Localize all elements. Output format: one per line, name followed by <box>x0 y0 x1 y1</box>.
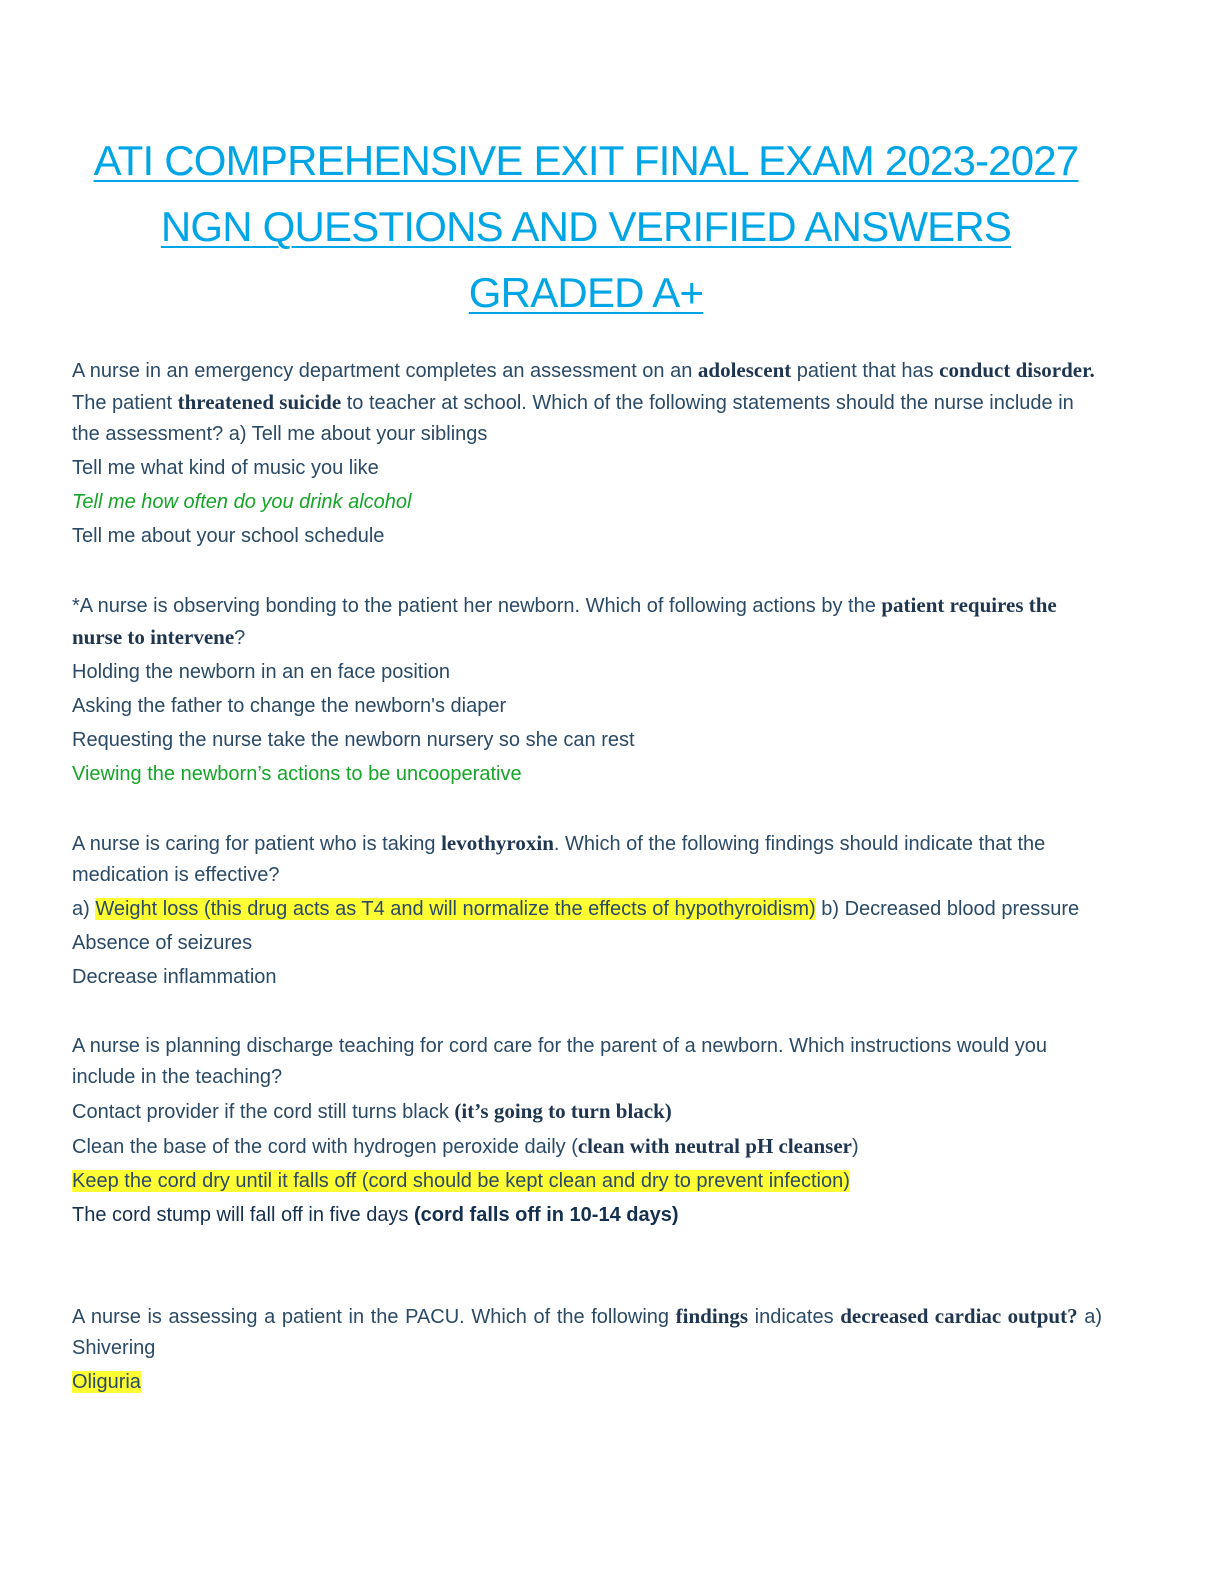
document-body <box>72 355 1102 1436</box>
answer-option: b) Decreased blood pressure <box>815 898 1080 920</box>
question-3 <box>72 828 1102 993</box>
option-note: (it’s going to turn black) <box>454 1099 672 1123</box>
stem-text: A nurse is assessing a patient in the PACU. Which of the following <box>72 1306 676 1328</box>
correct-answer-option: Viewing the newborn’s actions to be uncooperative <box>72 763 522 785</box>
stem-text: *A nurse is observing bonding to the patient her newborn. Which of following actions by the <box>72 595 882 617</box>
answer-option: Decrease inflammation <box>72 966 277 988</box>
option-text: Contact provider if the cord still turns black <box>72 1101 455 1123</box>
answer-option: Asking the father to change the newborn's diaper <box>72 695 507 717</box>
answer-option: Requesting the nurse take the newborn nursery so she can rest <box>72 729 635 751</box>
stem-bold: findings <box>675 1304 749 1328</box>
answer-line <box>72 1166 1102 1197</box>
answer-option: Tell me about your school schedule <box>72 525 385 547</box>
title-line-2: NGN QUESTIONS AND VERIFIED ANSWERS <box>160 203 1012 250</box>
answer-option: Tell me what kind of music you like <box>72 457 379 479</box>
question-4 <box>72 1031 1102 1231</box>
question-4-stem: A nurse is planning discharge teaching for cord care for the parent of a newborn. Which instructions would you include in the teaching? <box>72 1035 1047 1088</box>
question-2-stem <box>72 590 1102 654</box>
highlighted-correct-answer: Weight loss (this drug acts as T4 and will normalize the effects of hypothyroidism) <box>95 898 816 920</box>
answer-line <box>72 1367 1102 1398</box>
answer-option <box>72 1200 1102 1231</box>
stem-text: The patient <box>72 392 178 414</box>
answer-line <box>72 894 1102 925</box>
question-1-stem <box>72 355 1102 450</box>
option-note: (cord falls off in 10-14 days) <box>414 1204 679 1226</box>
stem-text: . Which of the following findings should indicate that the medication is effective? <box>72 833 1046 886</box>
question-5 <box>72 1301 1102 1398</box>
answer-option: Absence of seizures <box>72 932 253 954</box>
question-2 <box>72 590 1102 790</box>
stem-bold: threatened suicide <box>177 390 342 414</box>
stem-bold: decreased cardiac output? <box>840 1304 1078 1328</box>
highlighted-correct-answer: Keep the cord dry until it falls off (cord should be kept clean and dry to prevent infection) <box>72 1170 850 1192</box>
highlighted-correct-answer: Oliguria <box>72 1371 141 1393</box>
stem-text: patient that has <box>791 360 940 382</box>
option-text: ) <box>852 1136 859 1158</box>
stem-text: a) Shivering <box>72 1306 1102 1359</box>
question-1 <box>72 355 1102 552</box>
stem-text: A nurse is caring for patient who is taking <box>72 833 442 855</box>
stem-text: ? <box>234 627 246 649</box>
question-5-stem <box>72 1301 1102 1364</box>
option-text: Clean the base of the cord with hydrogen peroxide daily ( <box>72 1136 578 1158</box>
stem-bold: conduct disorder. <box>939 358 1095 382</box>
stem-bold: adolescent <box>697 358 792 382</box>
title-line-3: GRADED A+ <box>468 269 704 316</box>
stem-text: A nurse in an emergency department completes an assessment on an <box>72 360 698 382</box>
title-line-1: ATI COMPREHENSIVE EXIT FINAL EXAM 2023-2027 <box>93 137 1079 184</box>
correct-answer-option: Tell me how often do you drink alcohol <box>72 491 412 513</box>
option-text: The cord stump will fall off in five days <box>72 1204 414 1226</box>
answer-option <box>72 1131 1102 1163</box>
stem-bold: patient requires the nurse to intervene <box>72 593 1057 649</box>
stem-text: indicates <box>748 1306 841 1328</box>
option-prefix: a) <box>72 898 96 920</box>
question-3-stem <box>72 828 1102 891</box>
option-note: clean with neutral pH cleanser <box>577 1134 852 1158</box>
stem-bold: levothyroxin <box>441 831 554 855</box>
stem-text: to teacher at school. Which of the following statements should the nurse include in the assessment? a) Tell me about your siblings <box>72 392 1074 445</box>
answer-option: Holding the newborn in an en face position <box>72 661 451 683</box>
document-title <box>0 128 1172 326</box>
answer-option <box>72 1096 1102 1128</box>
